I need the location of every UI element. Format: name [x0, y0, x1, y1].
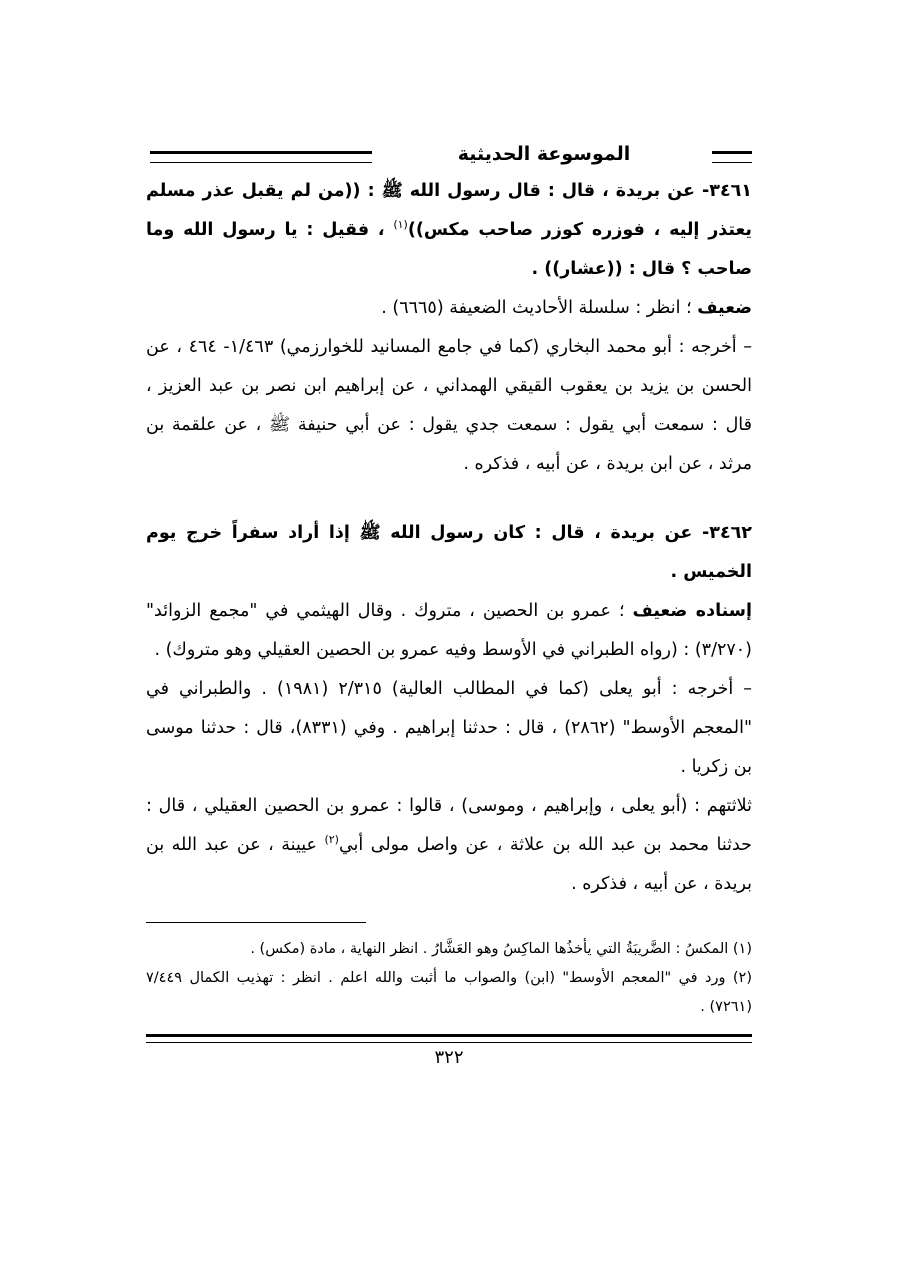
- header-title: الموسوعة الحديثية: [457, 143, 631, 165]
- hadith-matn: ٣٤٦١- عن بريدة ، قال : قال رسول الله ﷺ : ((من لم يقبل عذر مسلم يعتذر إليه ، فوزره كوزر صاحب مكس)): [146, 181, 752, 240]
- running-header: [146, 130, 752, 170]
- hadith-matn-cont: ، فقيل : يا رسول الله وما صاحب ؟ قال : ((عشار)) .: [146, 220, 752, 279]
- page-number: ٣٢٢: [434, 1047, 464, 1068]
- grade-label: ضعيف: [697, 298, 752, 318]
- grading: [146, 289, 752, 328]
- grading: [146, 592, 752, 670]
- hadith-entry-3462: [146, 514, 752, 904]
- hadith-entry-3461: [146, 172, 752, 484]
- footnotes: [146, 935, 752, 1022]
- grade-text: ؛ انظر : سلسلة الأحاديث الضعيفة (٦٦٦٥) .: [381, 298, 698, 318]
- footnote-separator: [146, 922, 366, 923]
- grade-text: ؛ عمرو بن الحصين ، متروك . وقال الهيثمي في "مجمع الزوائد" (٣/٢٧٠) : (رواه الطبراني في الأوسط وفيه عمرو بن الحصين العقيلي وهو متروك) .: [146, 601, 752, 660]
- chain-text: ثلاثتهم : (أبو يعلى ، وإبراهيم ، وموسى) ، قالوا : عمرو بن الحصين العقيلي ، قال : حدثنا محمد بن عبد الله بن علاثة ، عن واصل مولى أبي: [146, 796, 752, 855]
- takhrij: – أخرجه : أبو يعلى (كما في المطالب العالية) ٢/٣١٥ (١٩٨١) . والطبراني في "المعجم الأوسط" (٢٨٦٢) ، قال : حدثنا إبراهيم . وفي (٨٣٣١)، قال : حدثنا موسى بن زكريا .: [146, 679, 753, 777]
- footnote-ref-1: (١): [393, 218, 408, 232]
- header-rule-right: [712, 151, 752, 163]
- page: [146, 130, 752, 1068]
- takhrij-chain: [146, 787, 752, 904]
- takhrij: – أخرجه : أبو محمد البخاري (كما في جامع المسانيد للخوارزمي) ١/٤٦٣- ٤٦٤ ، عن الحسن بن يزيد بن يعقوب القيقي الهمداني ، عن إبراهيم ابن نصر بن عبد العزيز ، قال : سمعت أبي يقول : سمعت جدي يقول : عن أبي حنيفة ﷺ ، عن علقمة بن مرثد ، عن ابن بريدة ، عن أبيه ، فذكره .: [146, 337, 752, 474]
- footnote-ref-2: (٢): [324, 833, 339, 847]
- header-rule-left: [150, 151, 372, 163]
- footnote-1: (١) المكسُ : الضَّريبَةُ التي يأخذُها الماكِسُ وهو العَشَّارُ . انظر النهاية ، مادة (مكس) .: [250, 941, 752, 957]
- grade-label: إسناده ضعيف: [632, 601, 752, 621]
- hadith-text: [146, 172, 752, 289]
- chain-text-cont: عيينة ، عن عبد الله بن بريدة ، عن أبيه ، فذكره .: [146, 835, 752, 894]
- footnote-2: (٢) ورد في "المعجم الأوسط" (ابن) والصواب ما أثبت والله اعلم . انظر : تهذيب الكمال ٧/٤٤٩ (٧٢٦١) .: [146, 970, 752, 1015]
- footer-rule: [146, 1034, 752, 1043]
- hadith-text: ٣٤٦٢- عن بريدة ، قال : كان رسول الله ﷺ إذا أراد سفراً خرج يوم الخميس .: [146, 523, 752, 582]
